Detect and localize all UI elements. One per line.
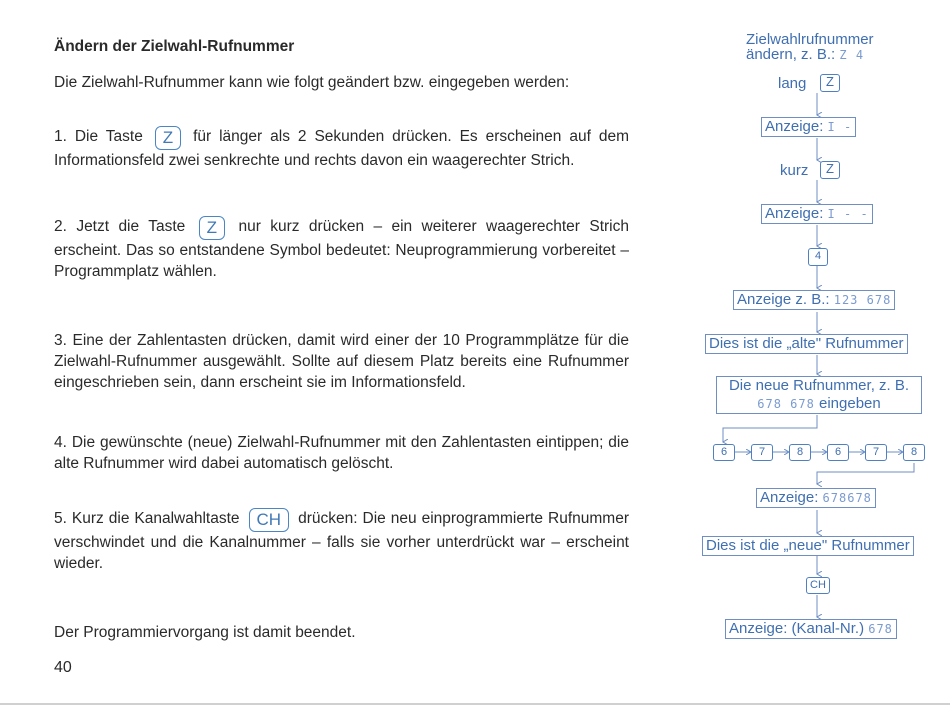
digit-key: 6 (827, 444, 849, 461)
arrow (723, 415, 817, 442)
step-5 (54, 508, 629, 574)
new-number-display: 678 678 (757, 397, 815, 411)
display-box-4 (756, 488, 876, 508)
z-key: Z (155, 126, 181, 150)
z-key: Z (820, 161, 840, 179)
page-number: 40 (54, 659, 72, 676)
step-1 (54, 126, 629, 171)
display-value: I - (827, 120, 853, 134)
display-label: Anzeige z. B.: (737, 291, 830, 308)
new-number-line-2 (720, 395, 918, 413)
lang-label: lang (778, 75, 807, 92)
step-4: 4. Die gewünschte (neue) Zielwahl-Rufnummer mit den Zahlentasten eintippen; die alte Rufnummer wird dabei automatisch gelöscht. (54, 434, 629, 472)
display-value: 123 678 (833, 293, 892, 307)
diagram-title-line-2 (746, 46, 864, 64)
intro-paragraph: Die Zielwahl-Rufnummer kann wie folgt geändert bzw. eingegeben werden: (54, 74, 570, 91)
new-number-confirm-box: Dies ist die „neue" Rufnummer (702, 536, 914, 556)
new-number-box (716, 376, 922, 414)
step-2-text-a: 2. Jetzt die Taste (54, 218, 186, 235)
arrow (817, 463, 914, 484)
new-number-line-1: Die neue Rufnummer, z. B. (728, 377, 910, 394)
kurz-label: kurz (780, 162, 809, 179)
display-label: Anzeige: (765, 118, 824, 135)
step-5-text-a: 5. Kurz die Kanalwahltaste (54, 510, 240, 527)
digit-key: 6 (713, 444, 735, 461)
ch-key: CH (249, 508, 290, 532)
digit-key: 7 (865, 444, 887, 461)
step-3: 3. Eine der Zahlentasten drücken, damit wird einer der 10 Programmplätze für die Zielwahl-Rufnummer ausgewählt. Sollte auf diesem Platz bereits eine Rufnummer eingeschrieben sein, dann erscheint sie im Informationsfeld. (54, 332, 629, 391)
page-heading: Ändern der Zielwahl-Rufnummer (54, 38, 295, 55)
new-number-eingeben: eingeben (819, 395, 881, 412)
display-label: Anzeige: (760, 489, 819, 506)
display-label: Anzeige: (Kanal-Nr.) (729, 620, 865, 637)
display-box-5 (725, 619, 897, 639)
old-number-box: Dies ist die „alte" Rufnummer (705, 334, 908, 354)
step-5-text-b: drücken: Die neu einprogrammierte Rufnummer verschwindet und die Kanalnummer – falls sie vorher unterdrückt war – erscheint wieder. (54, 510, 629, 572)
diagram-title-line-1: Zielwahlrufnummer (746, 31, 874, 48)
digit-4-key: 4 (808, 248, 828, 266)
display-box-1 (761, 117, 856, 137)
flow-diagram (690, 0, 950, 710)
closing-sentence: Der Programmiervorgang ist damit beendet. (54, 624, 356, 641)
diagram-title-display: Z 4 (839, 48, 865, 62)
z-key: Z (820, 74, 840, 92)
page-bottom-rule (0, 703, 950, 705)
step-2-text-b: nur kurz drücken – ein weiterer waagerechter Strich erscheint. Das so entstandene Symbol bedeutet: Neuprogrammierung vorbereitet – Programmplatz wählen. (54, 218, 629, 280)
step-1-text-a: 1. Die Taste (54, 128, 143, 145)
flow-arrows (690, 0, 950, 710)
step-2 (54, 216, 629, 282)
ch-key: CH (806, 577, 830, 594)
display-box-3 (733, 290, 895, 310)
display-value: 678678 (822, 491, 872, 505)
display-label: Anzeige: (765, 205, 824, 222)
step-1-text-b: für länger als 2 Sekunden drücken. Es erscheinen auf dem Informationsfeld zwei senkrechte und rechts davon ein waagerechter Strich. (54, 128, 629, 169)
display-box-2 (761, 204, 873, 224)
digit-key: 8 (903, 444, 925, 461)
digit-key: 8 (789, 444, 811, 461)
z-key: Z (199, 216, 225, 240)
digit-key: 7 (751, 444, 773, 461)
display-value: 678 (868, 622, 893, 636)
diagram-title-text: ändern, z. B.: (746, 46, 836, 63)
display-value: I - - (827, 207, 869, 221)
